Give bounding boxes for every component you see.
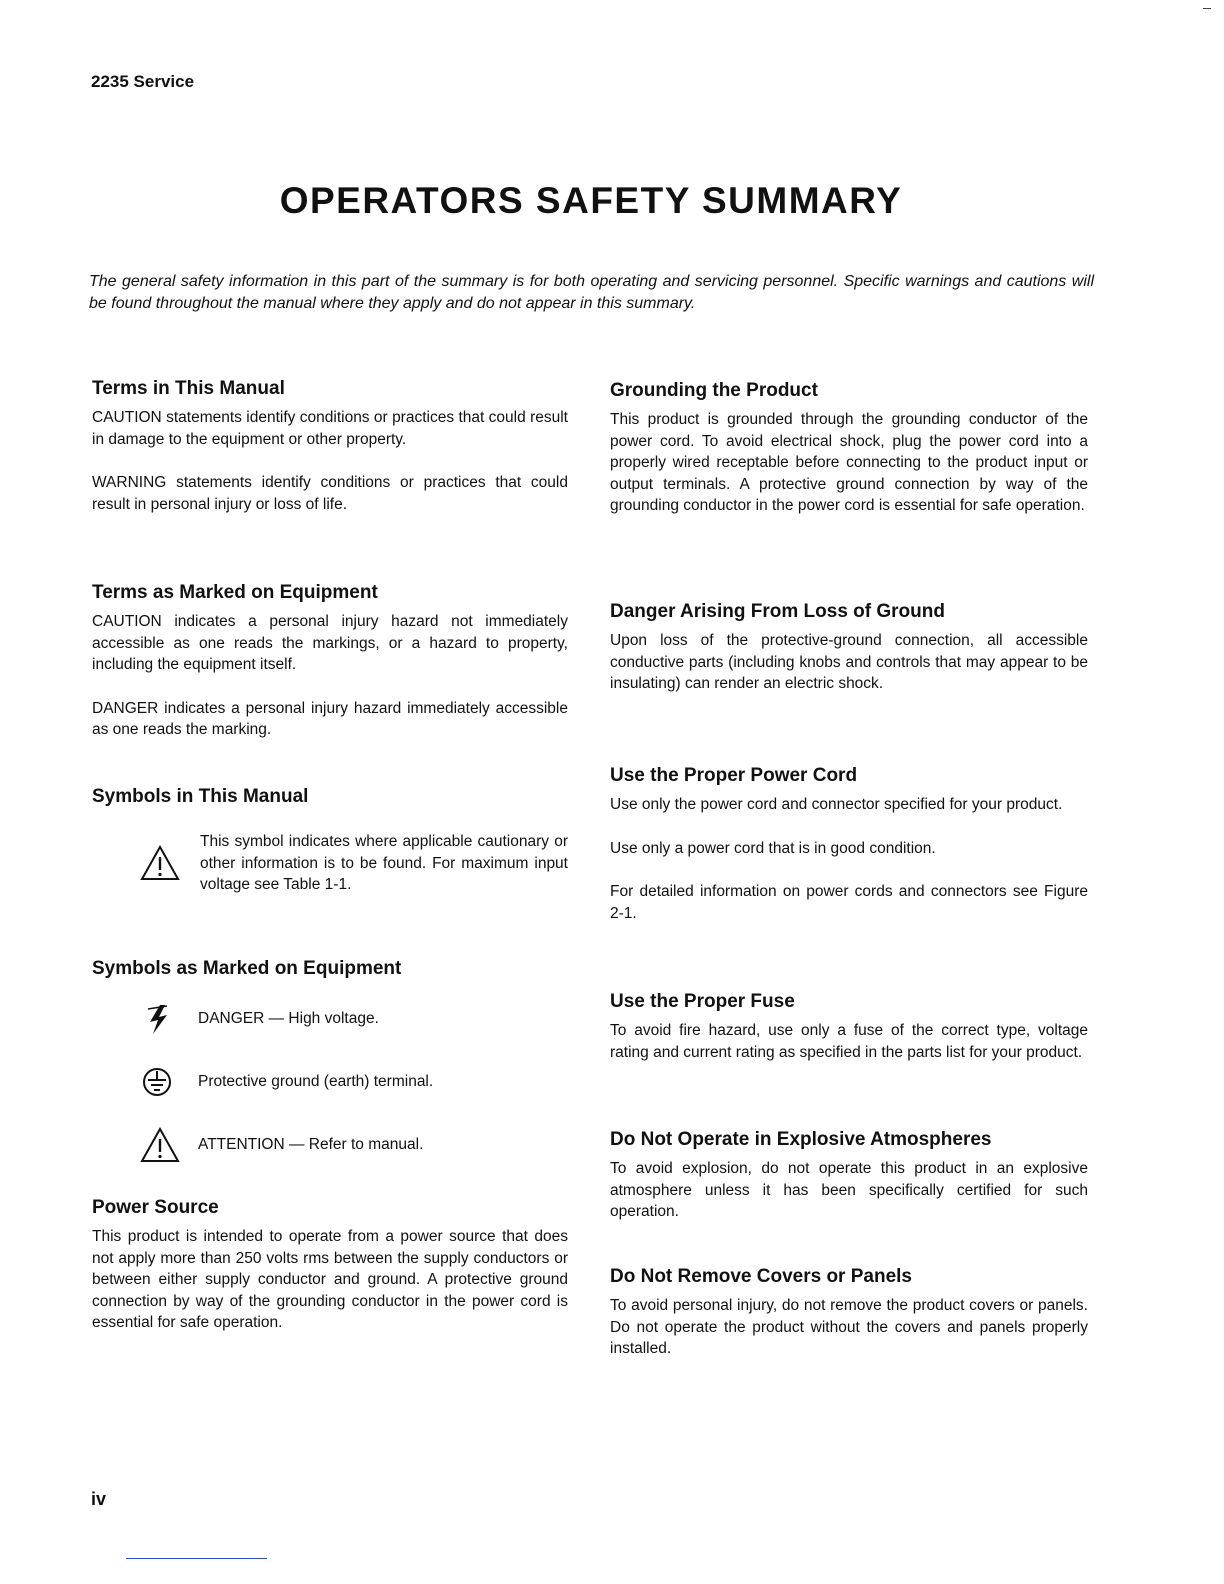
symbol-attention-row	[140, 1127, 568, 1163]
power-cord-text-2: Use only a power cord that is in good condition.	[610, 839, 936, 857]
section-heading: Use the Proper Power Cord	[610, 765, 858, 786]
danger-statement: DANGER indicates a personal injury hazard immediately accessible as one reads the marking.	[92, 699, 568, 738]
section-heading: Symbols as Marked on Equipment	[92, 958, 402, 979]
corner-mark	[1203, 8, 1211, 9]
symbol-item: ATTENTION — Refer to manual.	[198, 1136, 424, 1154]
section-grounding	[610, 379, 1088, 517]
section-heading: Danger Arising From Loss of Ground	[610, 601, 945, 622]
power-cord-text-1: Use only the power cord and connector specified for your product.	[610, 796, 1063, 813]
grounding-text: This product is grounded through the grounding conductor of the power cord. To avoid electrical shock, plug the power cord into a properly wired receptable before connecting to the product input or output terminals. A protective ground connection by way of the grounding conductor in the power cord is essential for safe operation.	[610, 411, 1088, 514]
section-terms-on-equipment	[92, 581, 568, 741]
section-symbols-on-equipment	[92, 957, 568, 987]
section-power-cord	[610, 764, 1088, 924]
section-explosive-atmospheres	[610, 1128, 1088, 1223]
section-heading: Symbols in This Manual	[92, 786, 309, 807]
covers-text: To avoid personal injury, do not remove the product covers or panels. Do not operate the product without the covers and panels properly installed.	[610, 1297, 1088, 1357]
symbol-high-voltage-row	[140, 1001, 568, 1037]
running-head: 2235 Service	[91, 72, 195, 91]
section-heading: Use the Proper Fuse	[610, 991, 795, 1012]
section-power-source	[92, 1196, 568, 1334]
symbol-ground-row	[140, 1064, 568, 1100]
section-heading: Power Source	[92, 1197, 219, 1218]
caution-triangle-icon	[140, 845, 196, 881]
danger-ground-text: Upon loss of the protective-ground connection, all accessible conductive parts (including knobs and controls that may appear to be insulating) can render an electric shock.	[610, 632, 1088, 692]
section-fuse	[610, 990, 1088, 1063]
symbol-item: DANGER — High voltage.	[198, 1010, 379, 1028]
page-title: OPERATORS SAFETY SUMMARY	[279, 180, 903, 221]
section-heading: Do Not Operate in Explosive Atmospheres	[610, 1129, 992, 1150]
intro-paragraph: The general safety information in this part of the summary is for both operating and servicing personnel. Specific warnings and cautions will be found throughout the manual where they apply and do not appear in this summary.	[89, 273, 1094, 312]
section-heading: Terms as Marked on Equipment	[92, 582, 378, 603]
ground-terminal-icon	[140, 1064, 196, 1100]
symbol-item: Protective ground (earth) terminal.	[198, 1073, 434, 1091]
section-heading: Terms in This Manual	[92, 378, 285, 399]
warning-statement: WARNING statements identify conditions or practices that could result in personal injury or loss of life.	[92, 474, 568, 513]
symbol-manual-text: This symbol indicates where applicable cautionary or other information is to be found. For maximum input voltage see Table 1-1.	[200, 833, 568, 893]
section-terms-in-manual	[92, 377, 568, 515]
section-danger-loss-of-ground	[610, 600, 1088, 695]
explosive-text: To avoid explosion, do not operate this product in an explosive atmosphere unless it has been specifically certified for such operation.	[610, 1160, 1088, 1220]
page-number: iv	[91, 1489, 107, 1509]
section-symbols-in-manual	[92, 785, 568, 815]
footer-rule	[126, 1558, 267, 1559]
section-heading: Grounding the Product	[610, 380, 818, 401]
fuse-text: To avoid fire hazard, use only a fuse of the correct type, voltage rating and current rating as specified in the parts list for your product.	[610, 1022, 1088, 1061]
section-covers-panels	[610, 1265, 1088, 1360]
power-cord-text-3: For detailed information on power cords and connectors see Figure 2-1.	[610, 883, 1088, 922]
high-voltage-icon	[140, 1001, 196, 1037]
power-source-text: This product is intended to operate from a power source that does not apply more than 250 volts rms between the supply conductors or between either supply conductor and ground. A protective ground connection by way of the grounding conductor in the power cord is essential for safe operation.	[92, 1228, 568, 1331]
caution-statement: CAUTION indicates a personal injury hazard not immediately accessible as one reads the markings, or a hazard to property, including the equipment itself.	[92, 613, 568, 673]
section-heading: Do Not Remove Covers or Panels	[610, 1266, 912, 1287]
attention-triangle-icon	[140, 1127, 196, 1163]
caution-statement: CAUTION statements identify conditions or practices that could result in damage to the equipment or other property.	[92, 409, 568, 448]
symbol-manual-row	[140, 831, 568, 896]
